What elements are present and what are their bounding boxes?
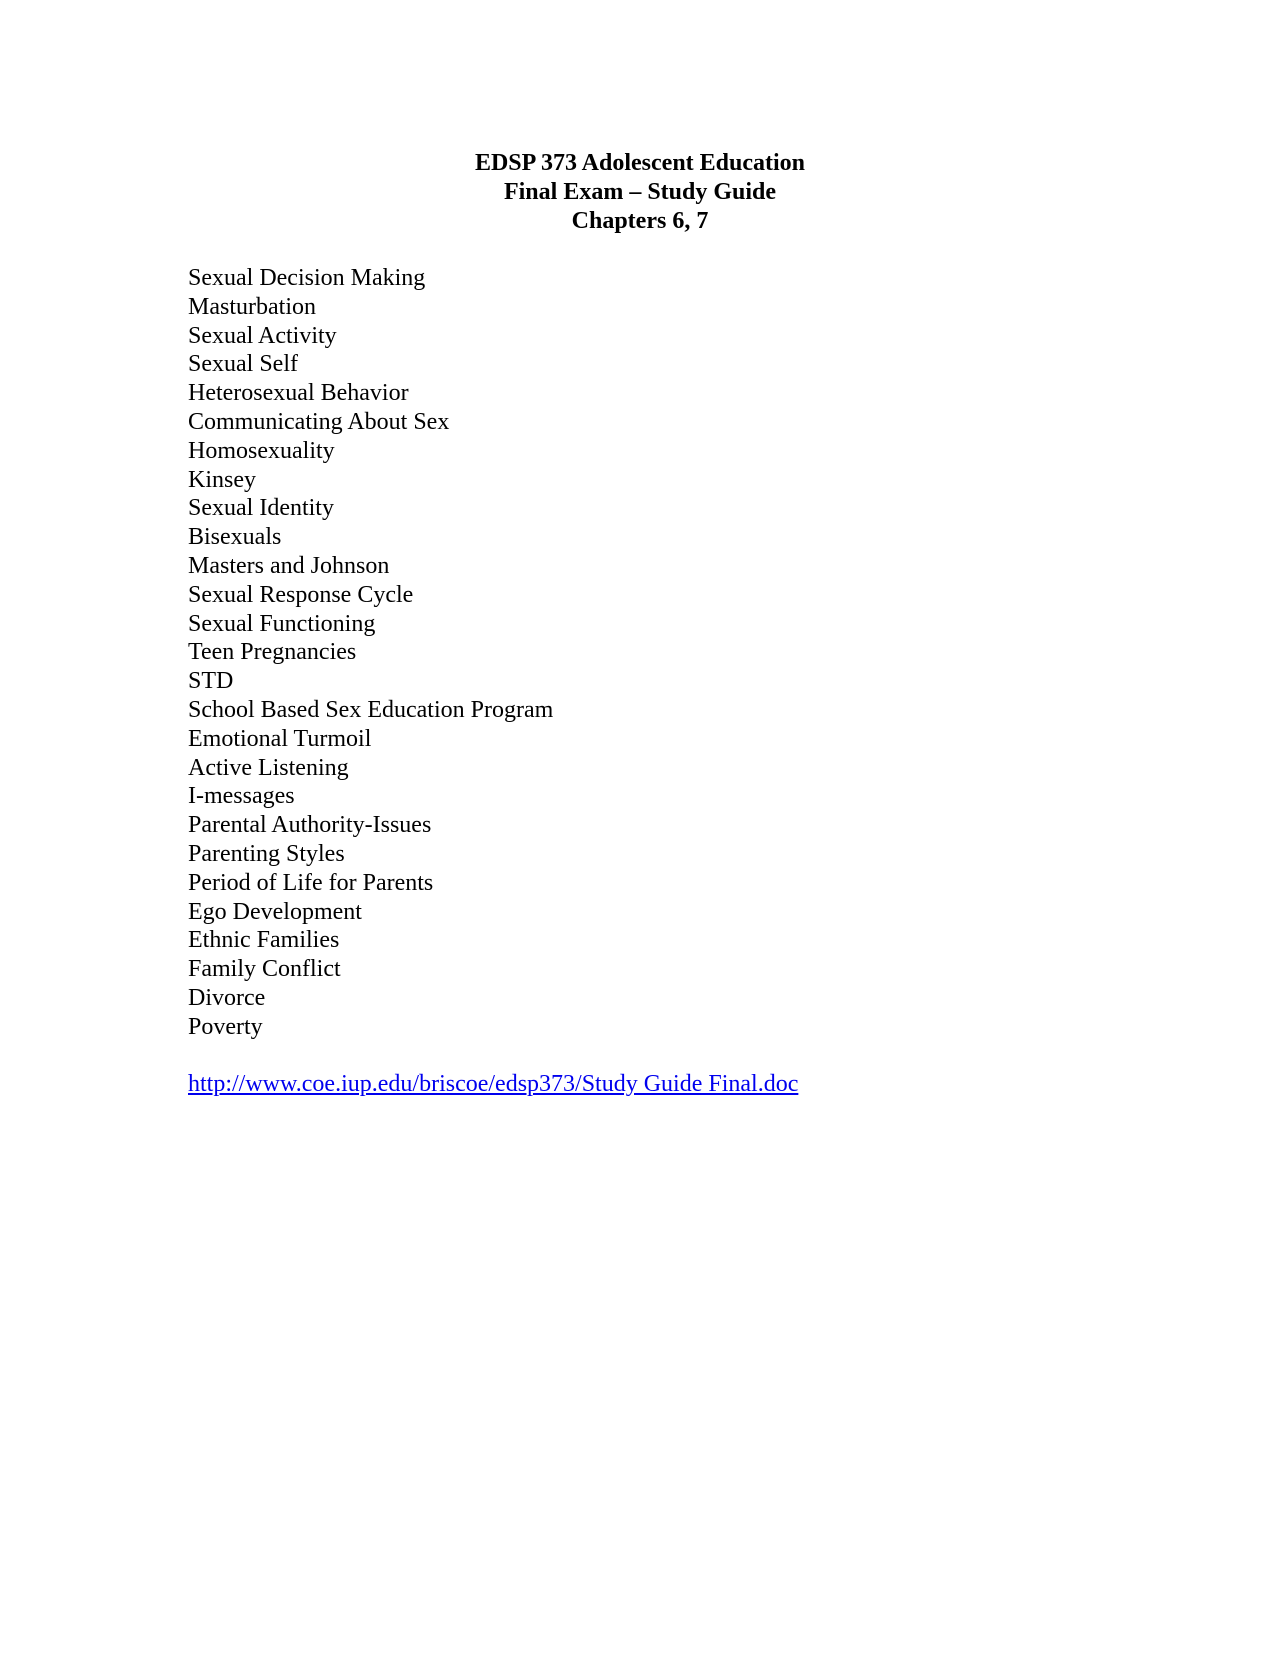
list-item: Period of Life for Parents bbox=[188, 869, 434, 896]
list-item: Sexual Self bbox=[188, 351, 298, 378]
list-item: School Based Sex Education Program bbox=[188, 696, 554, 723]
list-item: STD bbox=[188, 668, 234, 695]
list-item: Ethnic Families bbox=[188, 927, 340, 954]
list-item: Masters and Johnson bbox=[188, 552, 390, 579]
chapters-title: Chapters 6, 7 bbox=[571, 208, 709, 234]
list-item: Emotional Turmoil bbox=[188, 725, 372, 752]
list-item: Communicating About Sex bbox=[188, 408, 450, 435]
list-item: Sexual Activity bbox=[188, 322, 337, 349]
list-item: Teen Pregnancies bbox=[188, 639, 357, 666]
list-item: Sexual Identity bbox=[188, 495, 334, 522]
topic-list bbox=[188, 264, 553, 1042]
list-item: Sexual Functioning bbox=[188, 610, 376, 637]
list-item: Kinsey bbox=[188, 466, 256, 493]
list-item: Sexual Response Cycle bbox=[188, 581, 414, 608]
list-item: Parenting Styles bbox=[188, 840, 345, 867]
document-header bbox=[0, 149, 1280, 236]
list-item: Homosexuality bbox=[188, 437, 335, 464]
list-item: Heterosexual Behavior bbox=[188, 380, 409, 407]
list-item: Poverty bbox=[188, 1013, 263, 1040]
course-title: EDSP 373 Adolescent Education bbox=[474, 150, 806, 176]
list-item: Bisexuals bbox=[188, 524, 282, 551]
list-item: Family Conflict bbox=[188, 956, 341, 983]
list-item: Active Listening bbox=[188, 754, 349, 781]
list-item: Divorce bbox=[188, 984, 266, 1011]
exam-title: Final Exam – Study Guide bbox=[503, 179, 777, 205]
list-item: Sexual Decision Making bbox=[188, 265, 426, 291]
study-guide-link[interactable]: http://www.coe.iup.edu/briscoe/edsp373/Study Guide Final.doc bbox=[188, 1071, 799, 1097]
list-item: Masturbation bbox=[188, 293, 316, 320]
list-item: Parental Authority-Issues bbox=[188, 812, 432, 839]
list-item: I-messages bbox=[188, 783, 295, 810]
list-item: Ego Development bbox=[188, 898, 362, 925]
